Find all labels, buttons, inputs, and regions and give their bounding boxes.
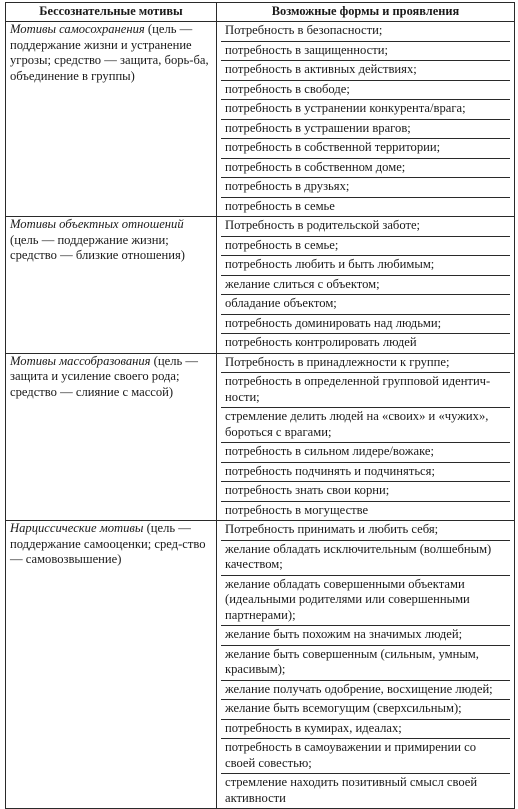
table-row	[6, 22, 515, 217]
motive-description: (цель — защита и усиление своего рода; средство — слияние с массой)	[10, 353, 198, 399]
motive-description: (цель — поддержание жизни; средство — близкие отношения)	[10, 232, 185, 262]
motive-name: Мотивы самосохранения	[10, 22, 145, 36]
forms-cell	[217, 353, 515, 521]
form-item: потребность контролировать людей	[221, 333, 510, 353]
motive-name: Мотивы объектных отношений	[10, 217, 184, 231]
motives-table	[5, 2, 515, 809]
motive-name: Нарциссические мотивы	[10, 521, 144, 535]
form-item: Потребность принимать и любить себя;	[225, 522, 439, 536]
motive-description: (цель — поддержание самооценки; сред-ство — самовозвышение)	[10, 521, 206, 566]
table-row	[6, 217, 515, 354]
form-item: обладание объектом;	[221, 294, 510, 314]
motive-description: (цель — поддержание жизни и устранение угрозы; средство — защита, борь-ба, объединение в группы)	[10, 22, 209, 83]
table-header-row	[6, 3, 515, 22]
form-item: желание слиться с объектом;	[221, 275, 510, 295]
form-item: потребность в кумирах, идеалах;	[221, 719, 510, 739]
form-item: стремление находить позитивный смысл своей активности	[221, 773, 510, 808]
form-item: потребность в семье;	[221, 236, 510, 256]
form-item: Потребность в принадлежности к группе;	[225, 354, 450, 369]
form-item: желание получать одобрение, восхищение людей;	[221, 680, 510, 700]
form-item: потребность в друзьях;	[221, 177, 510, 197]
form-item: Потребность в безопасности;	[225, 23, 383, 37]
header-unconscious-motives: Бессознательные мотивы	[6, 3, 217, 22]
table-row	[6, 521, 515, 809]
form-item: потребность в защищенности;	[221, 41, 510, 61]
forms-cell	[217, 521, 515, 809]
form-item: потребность в свободе;	[221, 80, 510, 100]
motive-cell	[6, 353, 217, 521]
header-forms-manifestations: Возможные формы и проявления	[217, 3, 515, 22]
motive-cell	[6, 521, 217, 809]
form-item: потребность в собственном доме;	[221, 158, 510, 178]
form-item: потребность в определенной групповой идентич-ности;	[221, 372, 510, 407]
form-item: желание обладать исключительным (волшебным) качеством;	[221, 540, 510, 575]
form-item: желание обладать совершенными объектами (идеальными родителями или совершенными партнерами);	[221, 575, 510, 626]
motive-cell	[6, 217, 217, 354]
forms-cell	[217, 22, 515, 217]
form-item: потребность доминировать над людьми;	[221, 314, 510, 334]
motive-name: Мотивы массобразования	[10, 353, 151, 368]
form-item: потребность в сильном лидере/вожаке;	[221, 442, 510, 462]
form-item: потребность знать свои корни;	[221, 481, 510, 501]
form-item: потребность в собственной территории;	[221, 138, 510, 158]
form-item: желание быть совершенным (сильным, умным, красивым);	[221, 645, 510, 680]
form-item: стремление делить людей на «своих» и «чужих», бороться с врагами;	[221, 407, 510, 442]
form-item: потребность в устранении конкурента/врага;	[221, 99, 510, 119]
form-item: желание быть похожим на значимых людей;	[221, 625, 510, 645]
form-item: желание быть всемогущим (сверхсильным);	[221, 699, 510, 719]
form-item: потребность любить и быть любимым;	[221, 255, 510, 275]
form-item: потребность в устрашении врагов;	[221, 119, 510, 139]
table-body	[6, 22, 515, 809]
form-item: потребность в активных действиях;	[221, 60, 510, 80]
forms-cell	[217, 217, 515, 354]
form-item: потребность в семье	[221, 197, 510, 217]
form-item: потребность подчинять и подчиняться;	[221, 462, 510, 482]
table-row	[6, 353, 515, 521]
form-item: потребность в самоуважении и примирении со своей совестью;	[221, 738, 510, 773]
form-item: Потребность в родительской заботе;	[225, 218, 421, 232]
form-item: потребность в могуществе	[221, 501, 510, 521]
motive-cell	[6, 22, 217, 217]
